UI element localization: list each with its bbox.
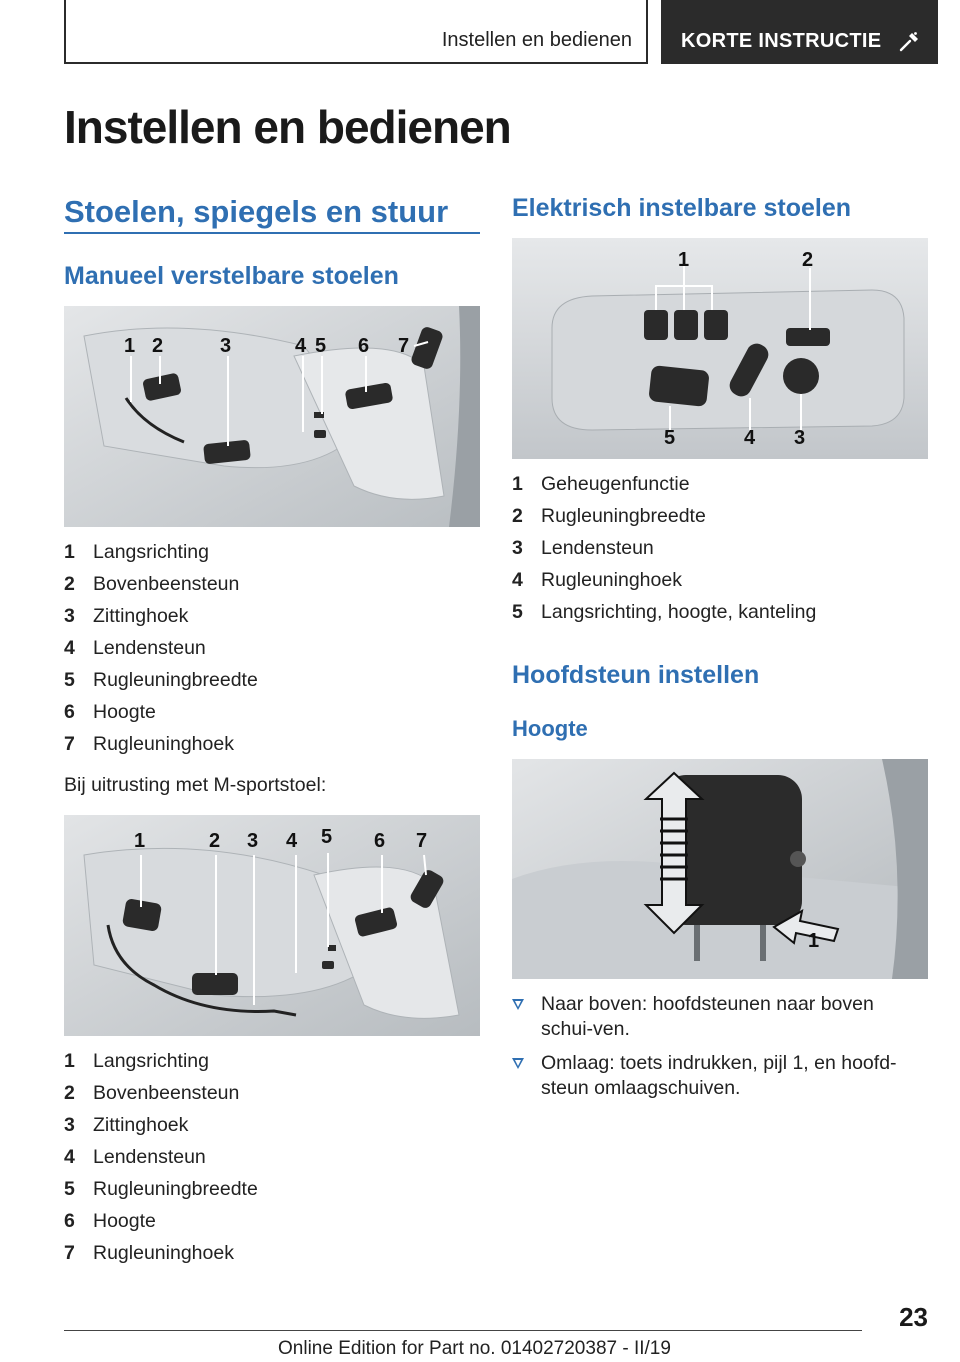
figure2-callout: 4: [286, 830, 298, 852]
quick-reference-tab[interactable]: [661, 0, 938, 64]
figure3-callout: 5: [664, 427, 676, 449]
legend-item: 4 Lendensteun: [64, 1146, 206, 1168]
heading-headrest: Hoofdsteun instellen: [512, 661, 760, 689]
legend-item: 4 Lendensteun: [64, 637, 206, 659]
figure1-callout: 6: [358, 335, 370, 357]
headrest-figure: [512, 759, 928, 979]
legend-item: 6 Hoogte: [64, 701, 156, 723]
heading-electric-seats: Elektrisch instelbare stoelen: [512, 194, 852, 222]
legend-item: 1 Langsrichting: [64, 1050, 209, 1072]
legend-item: 7 Rugleuninghoek: [64, 1242, 234, 1264]
electric-seat-controls-figure: [512, 238, 928, 459]
legend-item: 1 Geheugenfunctie: [512, 473, 690, 495]
m-sport-seat-note: Bij uitrusting met M-sportstoel:: [64, 774, 327, 796]
figure2-callout: 5: [321, 826, 333, 848]
figure3-callout: 2: [802, 249, 814, 271]
legend-electric-seat: [512, 468, 816, 628]
legend-item: 5 Langsrichting, hoogte, kanteling: [512, 601, 817, 623]
legend-item: 5 Rugleuningbreedte: [64, 669, 258, 691]
figure2-callout: 7: [416, 830, 428, 852]
legend-item: 2 Bovenbeensteun: [64, 1082, 240, 1104]
wrench-icon: [897, 30, 921, 54]
legend-manual-seat: [64, 536, 258, 760]
legend-item: 4 Rugleuninghoek: [512, 569, 682, 591]
manual-seat-figure: [64, 306, 480, 527]
page-number: 23: [899, 1302, 928, 1332]
figure3-callout: 1: [678, 249, 690, 271]
page-title: Instellen en bedienen: [64, 101, 511, 153]
subheading-manual-seats: Manueel verstelbare stoelen: [64, 262, 399, 290]
legend-item: 6 Hoogte: [64, 1210, 156, 1232]
legend-item: 3 Lendensteun: [512, 537, 654, 559]
figure1-callout: 7: [398, 335, 410, 357]
figure1-callout: 3: [220, 335, 232, 357]
legend-item: 5 Rugleuningbreedte: [64, 1178, 258, 1200]
quick-reference-tab-label: KORTE INSTRUCTIE: [681, 30, 882, 52]
bullet-triangle-icon: [512, 1058, 524, 1069]
instruction-item: Naar boven: hoofdsteunen naar boven schui-ven.: [512, 992, 928, 1042]
legend-item: 3 Zittinghoek: [64, 605, 189, 627]
instruction-item: Omlaag: toets indrukken, pijl 1, en hoofd-steun omlaagschuiven.: [512, 1051, 928, 1101]
figure4-callout: 1: [808, 930, 820, 952]
headrest-instructions: [512, 992, 928, 1110]
edition-note: Online Edition for Part no. 01402720387 - II/19: [278, 1338, 671, 1359]
footer-rule: [64, 1330, 862, 1331]
figure2-callout: 2: [209, 830, 221, 852]
figure1-callout: 4: [295, 335, 307, 357]
figure1-callout: 1: [124, 335, 136, 357]
legend-item: 3 Zittinghoek: [64, 1114, 189, 1136]
figure1-callout: 2: [152, 335, 164, 357]
section-heading-seats: Stoelen, spiegels en stuur: [64, 194, 449, 229]
figure2-callout: 1: [134, 830, 146, 852]
figure2-callout: 3: [247, 830, 259, 852]
header-section-label: Instellen en bedienen: [441, 29, 632, 51]
header-section-box: [64, 0, 648, 64]
bullet-triangle-icon: [512, 999, 524, 1010]
subheading-height: Hoogte: [512, 716, 588, 741]
section-heading-rule: [64, 232, 480, 234]
legend-item: 2 Bovenbeensteun: [64, 573, 240, 595]
legend-item: 1 Langsrichting: [64, 541, 209, 563]
figure1-callout: 5: [315, 335, 327, 357]
figure2-callout: 6: [374, 830, 386, 852]
legend-item: 2 Rugleuningbreedte: [512, 505, 706, 527]
figure3-callout: 4: [744, 427, 756, 449]
legend-m-sport-seat: [64, 1045, 258, 1269]
legend-item: 7 Rugleuninghoek: [64, 733, 234, 755]
m-sport-seat-figure: [64, 815, 480, 1036]
figure3-callout: 3: [794, 427, 806, 449]
